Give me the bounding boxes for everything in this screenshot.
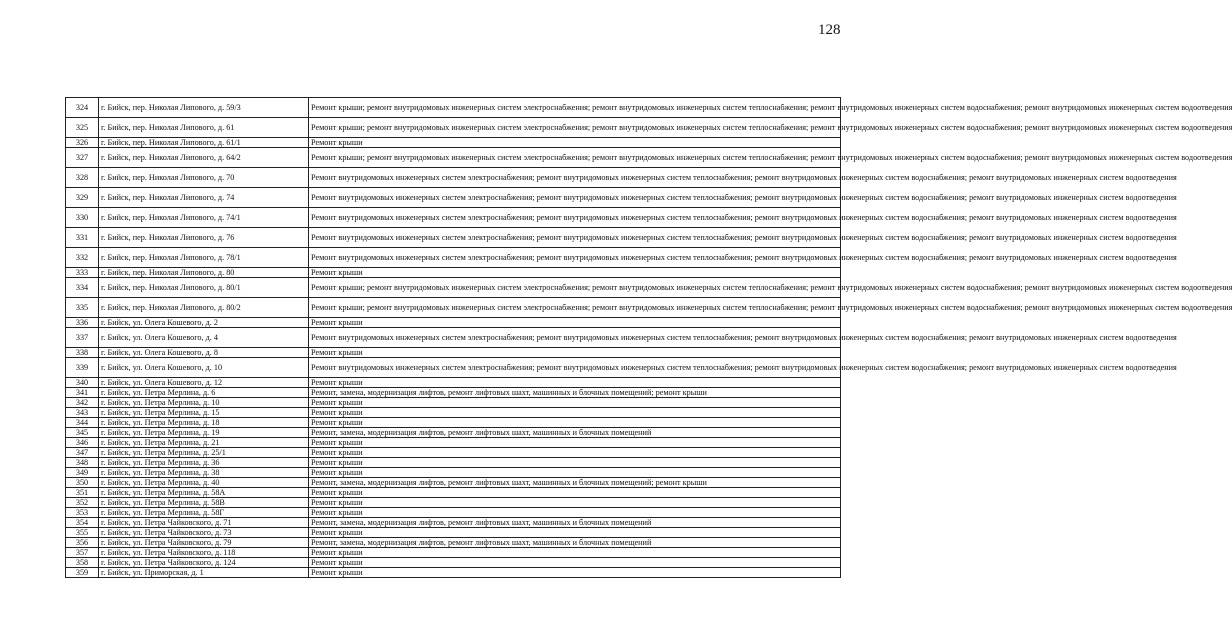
row-number: 333 (66, 268, 99, 278)
row-address: г. Бийск, ул. Петра Мерлина, д. 58А (99, 488, 309, 498)
row-address: г. Бийск, пер. Николая Липового, д. 78/1 (99, 248, 309, 268)
row-address: г. Бийск, пер. Николая Липового, д. 80/1 (99, 278, 309, 298)
table-row (66, 268, 841, 278)
row-address: г. Бийск, пер. Николая Липового, д. 80/2 (99, 298, 309, 318)
row-work-list: Ремонт крыши (309, 438, 841, 448)
row-work-list: Ремонт крыши (309, 508, 841, 518)
table-row (66, 438, 841, 448)
row-number: 337 (66, 328, 99, 348)
row-work-list: Ремонт внутридомовых инженерных систем электроснабжения; ремонт внутридомовых инженерных систем теплоснабжения; ремонт внутридомовых инженерных систем водоснабжения; ремонт внутридомовых инженерных систем водоотведения (309, 168, 841, 188)
table-row (66, 138, 841, 148)
row-work-list: Ремонт крыши (309, 348, 841, 358)
row-work-list: Ремонт крыши (309, 528, 841, 538)
row-address: г. Бийск, ул. Олега Кошевого, д. 10 (99, 358, 309, 378)
row-address: г. Бийск, пер. Николая Липового, д. 80 (99, 268, 309, 278)
row-work-list: Ремонт внутридомовых инженерных систем электроснабжения; ремонт внутридомовых инженерных систем теплоснабжения; ремонт внутридомовых инженерных систем водоснабжения; ремонт внутридомовых инженерных систем водоотведения (309, 208, 841, 228)
table-row (66, 508, 841, 518)
table-row (66, 298, 841, 318)
table-row (66, 398, 841, 408)
row-work-list: Ремонт крыши (309, 498, 841, 508)
row-address: г. Бийск, пер. Николая Липового, д. 74/1 (99, 208, 309, 228)
row-number: 358 (66, 558, 99, 568)
table-row (66, 448, 841, 458)
row-address: г. Бийск, ул. Олега Кошевого, д. 12 (99, 378, 309, 388)
row-number: 334 (66, 278, 99, 298)
table-row (66, 388, 841, 398)
row-address: г. Бийск, ул. Петра Мерлина, д. 6 (99, 388, 309, 398)
row-address: г. Бийск, ул. Приморская, д. 1 (99, 568, 309, 578)
row-work-list: Ремонт внутридомовых инженерных систем электроснабжения; ремонт внутридомовых инженерных систем теплоснабжения; ремонт внутридомовых инженерных систем водоснабжения; ремонт внутридомовых инженерных систем водоотведения (309, 248, 841, 268)
row-address: г. Бийск, пер. Николая Липового, д. 76 (99, 228, 309, 248)
table-row (66, 358, 841, 378)
table-row (66, 408, 841, 418)
row-number: 341 (66, 388, 99, 398)
row-number: 347 (66, 448, 99, 458)
page-number: 128 (818, 22, 841, 38)
row-work-list: Ремонт крыши; ремонт внутридомовых инженерных систем электроснабжения; ремонт внутридомовых инженерных систем теплоснабжения; ремонт внутридомовых инженерных систем водоснабжения; ремонт внутридомовых инженерных систем водоотведения (309, 118, 841, 138)
row-number: 350 (66, 478, 99, 488)
row-address: г. Бийск, ул. Петра Чайковского, д. 71 (99, 518, 309, 528)
row-number: 336 (66, 318, 99, 328)
table-row (66, 208, 841, 228)
row-number: 339 (66, 358, 99, 378)
row-number: 324 (66, 98, 99, 118)
row-number: 325 (66, 118, 99, 138)
row-address: г. Бийск, пер. Николая Липового, д. 64/2 (99, 148, 309, 168)
row-number: 342 (66, 398, 99, 408)
row-work-list: Ремонт крыши; ремонт внутридомовых инженерных систем электроснабжения; ремонт внутридомовых инженерных систем теплоснабжения; ремонт внутридомовых инженерных систем водоснабжения; ремонт внутридомовых инженерных систем водоотведения (309, 278, 841, 298)
row-number: 348 (66, 458, 99, 468)
row-work-list: Ремонт крыши (309, 318, 841, 328)
row-address: г. Бийск, пер. Николая Липового, д. 61/1 (99, 138, 309, 148)
row-work-list: Ремонт крыши; ремонт внутридомовых инженерных систем электроснабжения; ремонт внутридомовых инженерных систем теплоснабжения; ремонт внутридомовых инженерных систем водоснабжения; ремонт внутридомовых инженерных систем водоотведения (309, 298, 841, 318)
table-row (66, 278, 841, 298)
row-number: 326 (66, 138, 99, 148)
row-work-list: Ремонт крыши (309, 488, 841, 498)
table-row (66, 568, 841, 578)
row-address: г. Бийск, пер. Николая Липового, д. 59/3 (99, 98, 309, 118)
table-row (66, 518, 841, 528)
row-work-list: Ремонт крыши (309, 458, 841, 468)
row-number: 352 (66, 498, 99, 508)
table-row (66, 188, 841, 208)
row-work-list: Ремонт, замена, модернизация лифтов, ремонт лифтовых шахт, машинных и блочных помещений (309, 518, 841, 528)
row-work-list: Ремонт крыши (309, 418, 841, 428)
row-address: г. Бийск, ул. Петра Мерлина, д. 15 (99, 408, 309, 418)
row-number: 327 (66, 148, 99, 168)
table-row (66, 318, 841, 328)
table-row (66, 488, 841, 498)
row-address: г. Бийск, ул. Петра Чайковского, д. 118 (99, 548, 309, 558)
table-row (66, 468, 841, 478)
row-number: 338 (66, 348, 99, 358)
row-address: г. Бийск, ул. Петра Мерлина, д. 21 (99, 438, 309, 448)
row-number: 344 (66, 418, 99, 428)
row-number: 351 (66, 488, 99, 498)
row-work-list: Ремонт крыши (309, 398, 841, 408)
row-address: г. Бийск, ул. Петра Чайковского, д. 79 (99, 538, 309, 548)
table-row (66, 548, 841, 558)
table-row (66, 328, 841, 348)
row-work-list: Ремонт, замена, модернизация лифтов, ремонт лифтовых шахт, машинных и блочных помещений (309, 428, 841, 438)
row-address: г. Бийск, ул. Петра Чайковского, д. 124 (99, 558, 309, 568)
row-work-list: Ремонт крыши; ремонт внутридомовых инженерных систем электроснабжения; ремонт внутридомовых инженерных систем теплоснабжения; ремонт внутридомовых инженерных систем водоснабжения; ремонт внутридомовых инженерных систем водоотведения (309, 98, 841, 118)
row-number: 328 (66, 168, 99, 188)
table-row (66, 378, 841, 388)
row-work-list: Ремонт, замена, модернизация лифтов, ремонт лифтовых шахт, машинных и блочных помещений; ремонт крыши (309, 478, 841, 488)
row-number: 354 (66, 518, 99, 528)
table-row (66, 418, 841, 428)
row-address: г. Бийск, ул. Петра Чайковского, д. 73 (99, 528, 309, 538)
row-work-list: Ремонт крыши (309, 268, 841, 278)
row-address: г. Бийск, пер. Николая Липового, д. 61 (99, 118, 309, 138)
row-work-list: Ремонт крыши (309, 378, 841, 388)
row-number: 349 (66, 468, 99, 478)
row-work-list: Ремонт крыши (309, 448, 841, 458)
table-row (66, 118, 841, 138)
row-address: г. Бийск, ул. Петра Мерлина, д. 58Г (99, 508, 309, 518)
row-work-list: Ремонт крыши (309, 138, 841, 148)
row-number: 330 (66, 208, 99, 228)
row-address: г. Бийск, ул. Петра Мерлина, д. 40 (99, 478, 309, 488)
row-work-list: Ремонт внутридомовых инженерных систем электроснабжения; ремонт внутридомовых инженерных систем теплоснабжения; ремонт внутридомовых инженерных систем водоснабжения; ремонт внутридомовых инженерных систем водоотведения (309, 228, 841, 248)
row-number: 356 (66, 538, 99, 548)
row-work-list: Ремонт внутридомовых инженерных систем электроснабжения; ремонт внутридомовых инженерных систем теплоснабжения; ремонт внутридомовых инженерных систем водоснабжения; ремонт внутридомовых инженерных систем водоотведения (309, 328, 841, 348)
table-row (66, 168, 841, 188)
table-row (66, 148, 841, 168)
table-row (66, 528, 841, 538)
row-number: 355 (66, 528, 99, 538)
row-address: г. Бийск, ул. Олега Кошевого, д. 2 (99, 318, 309, 328)
row-number: 357 (66, 548, 99, 558)
row-number: 335 (66, 298, 99, 318)
row-number: 346 (66, 438, 99, 448)
row-address: г. Бийск, ул. Петра Мерлина, д. 19 (99, 428, 309, 438)
row-address: г. Бийск, ул. Петра Мерлина, д. 10 (99, 398, 309, 408)
row-number: 353 (66, 508, 99, 518)
row-number: 331 (66, 228, 99, 248)
table-row (66, 428, 841, 438)
row-work-list: Ремонт крыши; ремонт внутридомовых инженерных систем электроснабжения; ремонт внутридомовых инженерных систем теплоснабжения; ремонт внутридомовых инженерных систем водоснабжения; ремонт внутридомовых инженерных систем водоотведения (309, 148, 841, 168)
table-row (66, 498, 841, 508)
row-address: г. Бийск, ул. Олега Кошевого, д. 4 (99, 328, 309, 348)
row-work-list: Ремонт крыши (309, 568, 841, 578)
row-address: г. Бийск, пер. Николая Липового, д. 74 (99, 188, 309, 208)
row-address: г. Бийск, ул. Петра Мерлина, д. 18 (99, 418, 309, 428)
row-work-list: Ремонт внутридомовых инженерных систем электроснабжения; ремонт внутридомовых инженерных систем теплоснабжения; ремонт внутридомовых инженерных систем водоснабжения; ремонт внутридомовых инженерных систем водоотведения (309, 188, 841, 208)
table-row (66, 98, 841, 118)
row-number: 345 (66, 428, 99, 438)
row-work-list: Ремонт, замена, модернизация лифтов, ремонт лифтовых шахт, машинных и блочных помещений (309, 538, 841, 548)
row-address: г. Бийск, ул. Петра Мерлина, д. 36 (99, 458, 309, 468)
row-work-list: Ремонт крыши (309, 558, 841, 568)
row-address: г. Бийск, ул. Петра Мерлина, д. 58В (99, 498, 309, 508)
table-row (66, 228, 841, 248)
table-row (66, 478, 841, 488)
row-work-list: Ремонт внутридомовых инженерных систем электроснабжения; ремонт внутридомовых инженерных систем теплоснабжения; ремонт внутридомовых инженерных систем водоснабжения; ремонт внутридомовых инженерных систем водоотведения (309, 358, 841, 378)
row-address: г. Бийск, ул. Петра Мерлина, д. 38 (99, 468, 309, 478)
table-row (66, 538, 841, 548)
row-work-list: Ремонт крыши (309, 548, 841, 558)
row-address: г. Бийск, пер. Николая Липового, д. 70 (99, 168, 309, 188)
table-row (66, 348, 841, 358)
row-number: 340 (66, 378, 99, 388)
row-number: 343 (66, 408, 99, 418)
register-table (65, 97, 1232, 578)
row-number: 329 (66, 188, 99, 208)
row-work-list: Ремонт крыши (309, 408, 841, 418)
table-row (66, 458, 841, 468)
row-work-list: Ремонт крыши (309, 468, 841, 478)
table-row (66, 558, 841, 568)
row-number: 359 (66, 568, 99, 578)
row-number: 332 (66, 248, 99, 268)
register-table-body (66, 98, 1232, 578)
row-work-list: Ремонт, замена, модернизация лифтов, ремонт лифтовых шахт, машинных и блочных помещений; ремонт крыши (309, 388, 841, 398)
row-address: г. Бийск, ул. Олега Кошевого, д. 8 (99, 348, 309, 358)
table-row (66, 248, 841, 268)
row-address: г. Бийск, ул. Петра Мерлина, д. 25/1 (99, 448, 309, 458)
